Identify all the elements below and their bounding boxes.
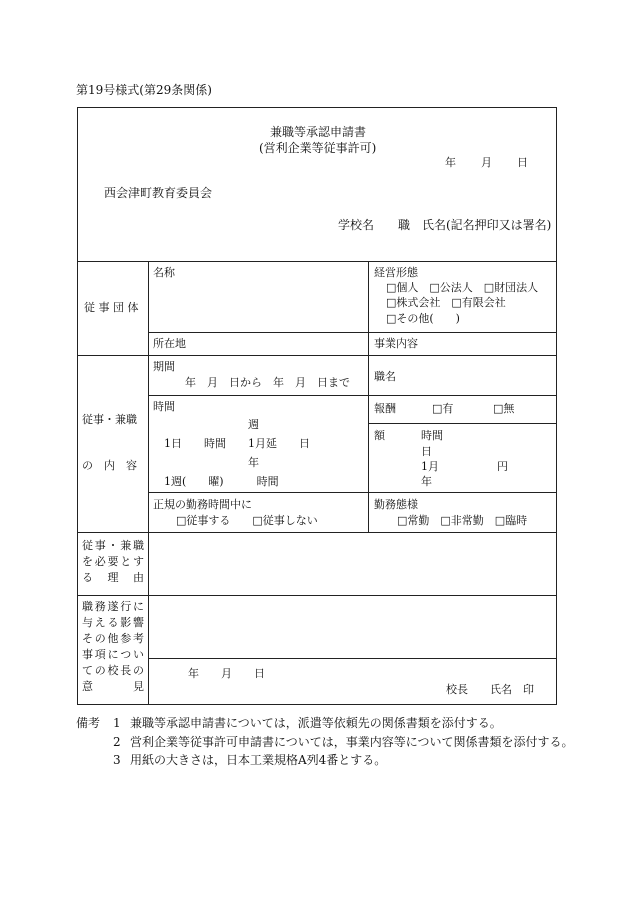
divider [148,658,557,659]
divider [148,332,557,333]
pay-label: 報酬 [374,402,396,415]
opinion-label: 職務遂行に与える影響その他参考事項についての校長の意見 [82,600,144,693]
mgmt-option-line: □株式会社 □有限会社 [386,296,506,309]
note-number: 1 [113,716,121,730]
mgmt-option-line: □個人 □公法人 □財団法人 [386,281,539,294]
position-label: 職名 [374,370,396,383]
regular-hours-options: □従事する □従事しない [176,514,318,527]
applicant-info: 学校名 職 氏名(記名押印又は署名) [338,218,552,232]
time-week: 週 [248,418,259,431]
addressee: 西会津町教育委員会 [104,186,213,200]
amount-hours: 時間 [421,429,443,442]
note-number: 3 [113,753,121,767]
regular-hours-label: 正規の勤務時間中に [153,498,252,511]
work-style-options: □常勤 □非常勤 □臨時 [397,514,528,527]
pay-yes: □有 [432,402,454,415]
divider [368,423,557,424]
divider [368,261,369,532]
content-row-label: 従事・兼職 [82,413,137,426]
period-label: 期間 [153,360,175,373]
form-number: 第19号様式(第29条関係) [76,83,212,97]
note-text: 営利企業等従事許可申請書については，事業内容等について関係書類を添付する。 [130,735,574,749]
mgmt-label: 経営形態 [374,266,418,279]
org-name-label: 名称 [153,266,175,279]
divider [77,595,557,596]
date-year: 年 [445,156,456,169]
divider [77,532,557,533]
divider [77,261,557,262]
amount-year: 年 [421,475,432,488]
divider [148,395,557,396]
divider [148,492,557,493]
amount-yen: 円 [497,460,508,473]
work-style-label: 勤務態様 [374,498,418,511]
date-day: 日 [517,156,528,169]
amount-label: 額 [374,429,385,442]
note-number: 2 [113,735,121,749]
date-month: 月 [481,156,492,169]
notes-heading: 備考 [76,716,101,730]
principal-signature: 校長 氏名 印 [446,683,534,696]
divider [77,355,557,356]
opinion-date: 年 月 日 [188,667,265,680]
reason-label: 従事・兼職を必要とする理由 [82,539,144,584]
note-text: 兼職等承認申請書については，派遣等依頼先の関係書類を添付する。 [130,716,502,730]
time-weekday: 1週( 曜) 時間 [164,475,279,488]
note-text: 用紙の大きさは，日本工業規格A列4番とする。 [130,753,387,767]
content-row-label: の 内 容 [82,459,137,472]
time-year: 年 [248,456,259,469]
divider [148,261,149,705]
mgmt-option-line: □その他( ) [386,312,460,325]
form-subtitle: (営利企業等従事許可) [259,141,377,155]
business-label: 事業内容 [374,337,418,350]
org-row-label: 従 事 団 体 [84,301,139,314]
time-day: 1日 時間 1月延 日 [164,437,310,450]
time-label: 時間 [153,400,175,413]
amount-month: 1月 [421,460,439,473]
period-text: 年 月 日から 年 月 日まで [185,376,350,389]
pay-no: □無 [493,402,515,415]
form-title: 兼職等承認申請書 [270,125,367,139]
amount-day: 日 [421,445,432,458]
address-label: 所在地 [153,337,186,350]
